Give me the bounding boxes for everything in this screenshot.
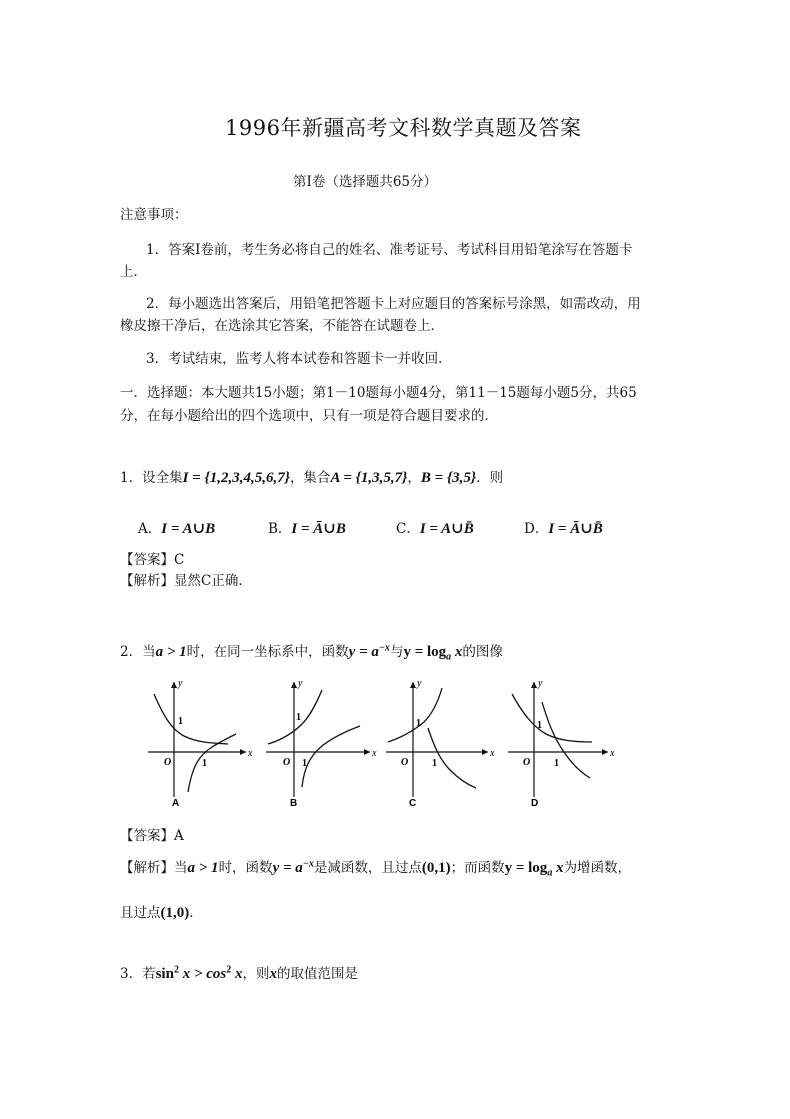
q2-analysis-f2: y = log <box>504 860 548 876</box>
graph-d-x-label: x <box>610 748 615 759</box>
q2-f2-sub: a <box>446 651 452 663</box>
q1-answer-label: 【答案】 <box>120 552 174 568</box>
q1-answer-value: C <box>174 552 185 568</box>
graph-b-x-arrow-icon <box>364 749 370 755</box>
q1-comma: ， <box>407 470 421 486</box>
q1-option-a-label: A． <box>138 521 162 537</box>
q2-analysis-f1: y = a <box>272 860 303 876</box>
q2-analysis-line-2-text-2: ． <box>189 905 203 921</box>
q3-rhs-exp: 2 <box>226 964 232 976</box>
graph-a-y-one: 1 <box>178 716 183 727</box>
notice-item-1-line-1: 1．答案Ⅰ卷前，考生务必将自己的姓名、准考证号、考试科目用铅笔涂写在答题卡 <box>146 242 633 258</box>
q2-answer <box>120 824 184 844</box>
q2-analysis-f2-sub: a <box>547 867 553 879</box>
q1-set-a: A = {1,3,5,7} <box>330 470 408 486</box>
q2-suffix: 的图像 <box>462 644 503 660</box>
q3-lhs-arg: x > cos <box>178 966 227 982</box>
graph-c-x-one: 1 <box>432 758 437 769</box>
graph-c-exp-curve <box>388 688 442 742</box>
q2-f1-exp: −x <box>378 642 390 654</box>
q1-option-d-expr: I = Ā∪B̄ <box>548 521 603 537</box>
graph-d <box>508 678 615 809</box>
graph-a <box>148 678 253 809</box>
notice-item-2-line-1: 2．每小题选出答案后，用铅笔把答题卡上对应题目的答案标号涂黑，如需改动，用 <box>146 296 641 312</box>
graph-a-x-one: 1 <box>202 758 207 769</box>
graph-b-exp-curve <box>268 690 322 744</box>
q1-option-c[interactable] <box>396 517 474 538</box>
graph-b-label: B <box>290 798 298 809</box>
graph-a-x-label: x <box>248 748 253 759</box>
graph-b-y-label: y <box>298 678 303 689</box>
q1-option-d[interactable] <box>524 517 603 538</box>
q2-analysis-point-2: (1,0) <box>160 905 190 921</box>
graph-b-y-arrow-icon <box>291 682 297 688</box>
graph-d-y-one: 1 <box>537 720 542 731</box>
q3-lhs: sin <box>155 966 174 982</box>
q1-answer <box>120 548 184 568</box>
q2-analysis-cond: a > 1 <box>187 860 219 876</box>
q1-option-a[interactable] <box>138 517 215 538</box>
graph-d-y-label: y <box>538 678 543 689</box>
q1-option-b-label: B． <box>268 521 292 537</box>
q1-option-d-label: D． <box>524 521 549 537</box>
q3-lhs-exp: 2 <box>173 964 179 976</box>
graph-a-y-arrow-icon <box>171 682 177 688</box>
graph-b-x-one: 1 <box>302 758 307 769</box>
graph-c-y-label: y <box>417 678 422 689</box>
part1-line-1: 一．选择题：本大题共15小题；第1－10题每小题4分，第11－15题每小题5分，共65 <box>120 385 637 401</box>
q1-set-i: I = {1,2,3,4,5,6,7} <box>182 470 290 486</box>
q3-mid: ，则 <box>242 966 270 982</box>
q3-suffix: 的取值范围是 <box>277 966 358 982</box>
q2-f1: y = a <box>348 644 379 660</box>
q2-mid1: 时，在同一坐标系中，函数 <box>186 644 349 660</box>
q2-analysis-label: 【解析】 <box>120 860 174 876</box>
graph-a-origin: O <box>164 757 172 768</box>
question-3 <box>120 962 358 983</box>
q2-mid2: 与 <box>389 644 404 660</box>
question-1 <box>120 466 503 487</box>
graph-b <box>266 678 377 809</box>
q2-graphs-figure <box>136 672 616 810</box>
q2-analysis-point-1: (0,1) <box>421 860 451 876</box>
q1-set-b: B = {3,5} <box>420 470 477 486</box>
graph-d-x-arrow-icon <box>602 749 608 755</box>
q1-analysis-text: 显然C正确． <box>174 573 252 589</box>
notice-item-1-line-2: 上． <box>120 264 147 280</box>
q1-mid: ，集合 <box>289 470 331 486</box>
q2-answer-value: A <box>174 828 184 844</box>
q1-option-c-label: C． <box>396 521 420 537</box>
graph-c-y-one: 1 <box>416 718 421 729</box>
q1-option-b-expr: I = Ā∪B <box>291 521 346 537</box>
q1-suffix: ．则 <box>476 470 504 486</box>
graph-c-x-arrow-icon <box>482 749 488 755</box>
graph-b-x-label: x <box>372 748 377 759</box>
graph-a-label: A <box>172 798 180 809</box>
graph-b-y-one: 1 <box>296 712 301 723</box>
q2-analysis-line-1 <box>120 856 631 879</box>
graph-d-exp-curve <box>512 694 592 742</box>
question-2 <box>120 640 503 663</box>
q2-analysis-text-5: 为增函数， <box>563 860 632 876</box>
q2-answer-label: 【答案】 <box>120 828 174 844</box>
page-title: 1996年新疆高考文科数学真题及答案 <box>225 116 582 140</box>
section-title: 第Ⅰ卷（选择题共65分） <box>293 174 438 190</box>
q3-var: x <box>269 966 277 982</box>
q2-f2: y = log <box>403 644 447 660</box>
q2-analysis-line-2 <box>120 901 203 922</box>
graph-a-x-arrow-icon <box>240 749 246 755</box>
q2-analysis-text-4: ；而函数 <box>450 860 505 876</box>
q1-prefix: 1．设全集 <box>120 470 183 486</box>
q3-prefix: 3．若 <box>120 966 156 982</box>
q2-analysis-text-3: 是减函数，且过点 <box>313 860 422 876</box>
notice-heading: 注意事项： <box>120 207 188 223</box>
q1-analysis <box>120 569 252 589</box>
q2-analysis-text-2: 时，函数 <box>218 860 273 876</box>
graph-c <box>386 678 495 809</box>
graph-b-origin: O <box>283 757 291 768</box>
q2-analysis-text-1: 当 <box>174 860 188 876</box>
graph-d-label: D <box>531 798 539 809</box>
q2-prefix: 2．当 <box>120 644 156 660</box>
q1-option-a-expr: I = A∪B <box>161 521 216 537</box>
graph-c-x-label: x <box>490 748 495 759</box>
q3-rhs-arg: x <box>231 966 243 982</box>
q1-analysis-label: 【解析】 <box>120 573 174 589</box>
q2-analysis-f1-exp: −x <box>302 858 314 870</box>
part1-line-2: 分，在每小题给出的四个选项中，只有一项是符合题目要求的． <box>120 408 498 424</box>
notice-item-3: 3．考试结束，监考人将本试卷和答题卡一并收回． <box>146 351 452 367</box>
notice-item-2-line-2: 橡皮擦干净后，在选涂其它答案，不能答在试题卷上． <box>120 318 444 334</box>
graph-a-y-label: y <box>178 678 183 689</box>
graph-d-x-one: 1 <box>554 758 559 769</box>
graph-c-y-arrow-icon <box>410 682 416 688</box>
q1-option-c-expr: I = A∪B̄ <box>419 521 474 537</box>
q2-f2-arg: x <box>451 644 463 660</box>
graph-b-log-curve <box>302 726 360 787</box>
graph-d-y-arrow-icon <box>531 682 537 688</box>
graph-a-exp-curve <box>154 694 228 744</box>
q2-cond: a > 1 <box>155 644 187 660</box>
q2-analysis-f2-arg: x <box>552 860 564 876</box>
q1-option-b[interactable] <box>268 517 346 538</box>
q2-analysis-line-2-text-1: 且过点 <box>120 905 161 921</box>
graph-c-origin: O <box>401 757 409 768</box>
graph-c-label: C <box>409 798 417 809</box>
graph-d-origin: O <box>523 757 531 768</box>
